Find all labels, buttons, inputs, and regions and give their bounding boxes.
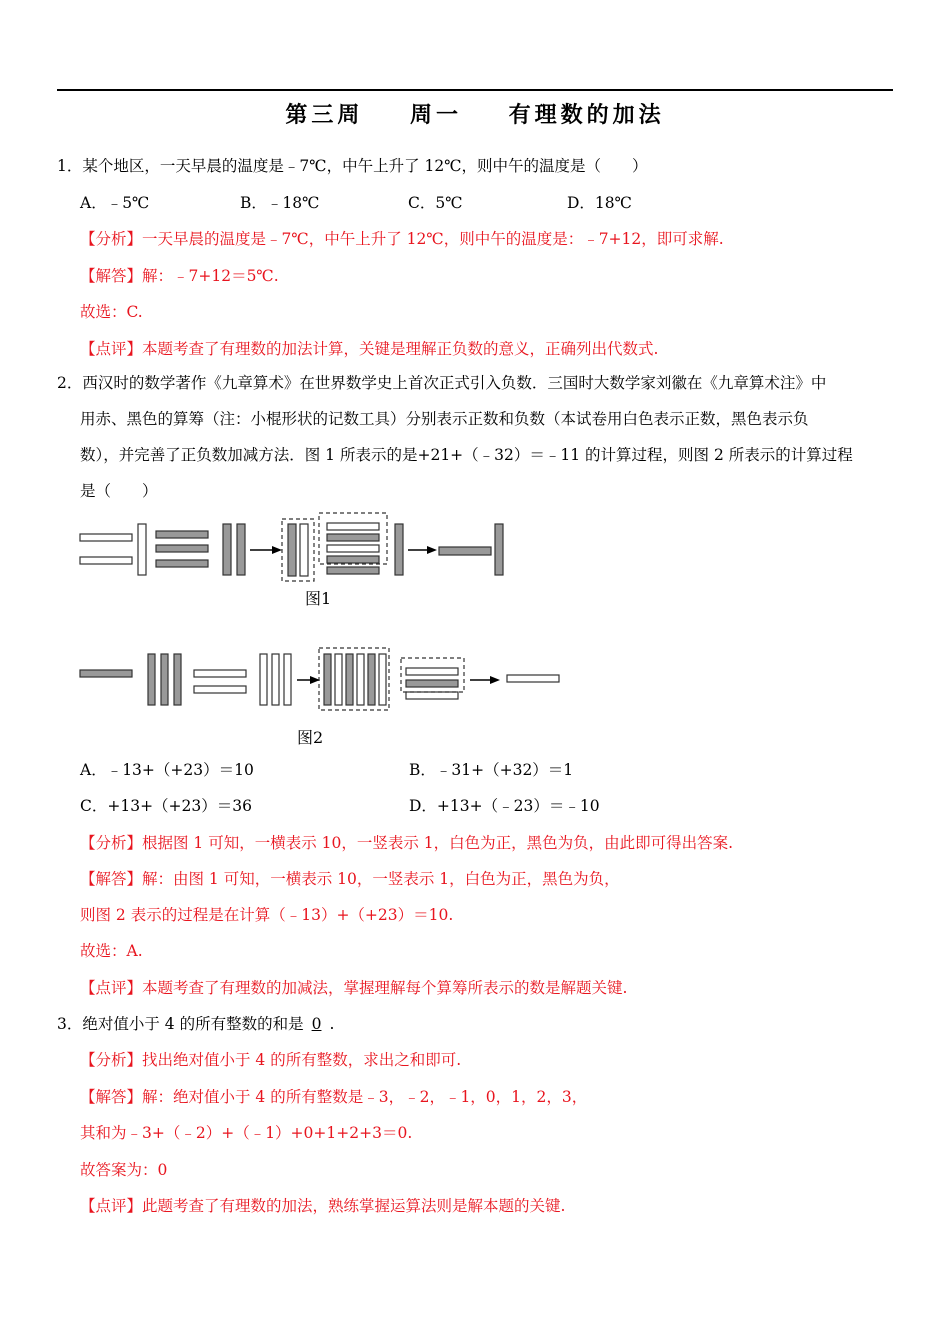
q3-stem-end: . <box>329 1015 335 1033</box>
q1-option-d: D．18℃ <box>567 194 632 212</box>
q3-stem-text: 3．绝对值小于 4 的所有整数的和是 <box>57 1015 304 1033</box>
q2-answer-line-2: 则图 2 表示的过程是在计算（﹣13）+（+23）＝10. <box>80 906 454 924</box>
q2-comment: 【点评】本题考查了有理数的加减法，掌握理解每个算筹所表示的数是解题关键. <box>80 979 628 997</box>
q1-option-b: B．﹣18℃ <box>240 194 320 212</box>
q1-answer: 【解答】解：﹣7+12＝5℃. <box>80 267 279 285</box>
q3-result: 故答案为：0 <box>80 1161 168 1179</box>
q2-stem-line-4: 是（ ） <box>80 482 158 500</box>
q2-answer: 【解答】解：由图 1 可知，一横表示 10，一竖表示 1，白色为正，黑色为负， <box>80 870 620 888</box>
q1-choice: 故选：C. <box>80 303 143 321</box>
q2-choice: 故选：A. <box>80 942 143 960</box>
q1-option-c: C．5℃ <box>408 194 463 212</box>
q1-option-a: A．﹣5℃ <box>80 194 150 212</box>
q2-option-c: C．+13+（+23）＝36 <box>80 797 252 815</box>
q3-stem <box>57 1014 334 1034</box>
q3-answer-blank: 0 <box>311 1015 322 1033</box>
figure-2-caption: 图2 <box>297 728 324 747</box>
q1-analysis: 【分析】一天早晨的温度是﹣7℃，中午上升了 12℃，则中午的温度是：﹣7+12，即可求解. <box>80 230 724 248</box>
q1-comment: 【点评】本题考查了有理数的加法计算，关键是理解正负数的意义，正确列出代数式. <box>80 340 659 358</box>
q2-stem-line-2: 用赤、黑色的算筹（注：小棍形状的记数工具）分别表示正数和负数（本试卷用白色表示正数，黑色表示负 <box>80 410 809 428</box>
q2-analysis: 【分析】根据图 1 可知，一横表示 10，一竖表示 1，白色为正，黑色为负，由此即可得出答案. <box>80 834 734 852</box>
header-rule <box>57 89 893 91</box>
q2-stem-line-3: 数），并完善了正负数加减方法．图 1 所表示的是+21+（﹣32）＝﹣11 的计算过程，则图 2 所表示的计算过程 <box>80 446 853 464</box>
q1-stem: 1．某个地区，一天早晨的温度是﹣7℃，中午上升了 12℃，则中午的温度是（ ） <box>57 157 648 175</box>
q3-answer-line-2: 其和为﹣3+（﹣2）+（﹣1）+0+1+2+3＝0. <box>80 1124 413 1142</box>
figure-2-counting-rods <box>0 640 950 720</box>
q3-comment: 【点评】此题考查了有理数的加法，熟练掌握运算法则是解本题的关键. <box>80 1197 566 1215</box>
q3-answer: 【解答】解：绝对值小于 4 的所有整数是﹣3，﹣2，﹣1，0，1，2，3， <box>80 1088 588 1106</box>
q2-option-d: D．+13+（﹣23）＝﹣10 <box>409 797 600 815</box>
page-title: 第三周 周一 有理数的加法 <box>285 103 665 128</box>
figure-1-caption: 图1 <box>305 589 332 608</box>
figure-1-counting-rods <box>0 505 950 600</box>
q2-option-b: B．﹣31+（+32）＝1 <box>409 761 574 779</box>
q2-stem-line-1: 2．西汉时的数学著作《九章算术》在世界数学史上首次正式引入负数．三国时大数学家刘徽在《九章算术注》中 <box>57 374 827 392</box>
q2-option-a: A．﹣13+（+23）＝10 <box>80 761 254 779</box>
q3-analysis: 【分析】找出绝对值小于 4 的所有整数，求出之和即可. <box>80 1051 462 1069</box>
